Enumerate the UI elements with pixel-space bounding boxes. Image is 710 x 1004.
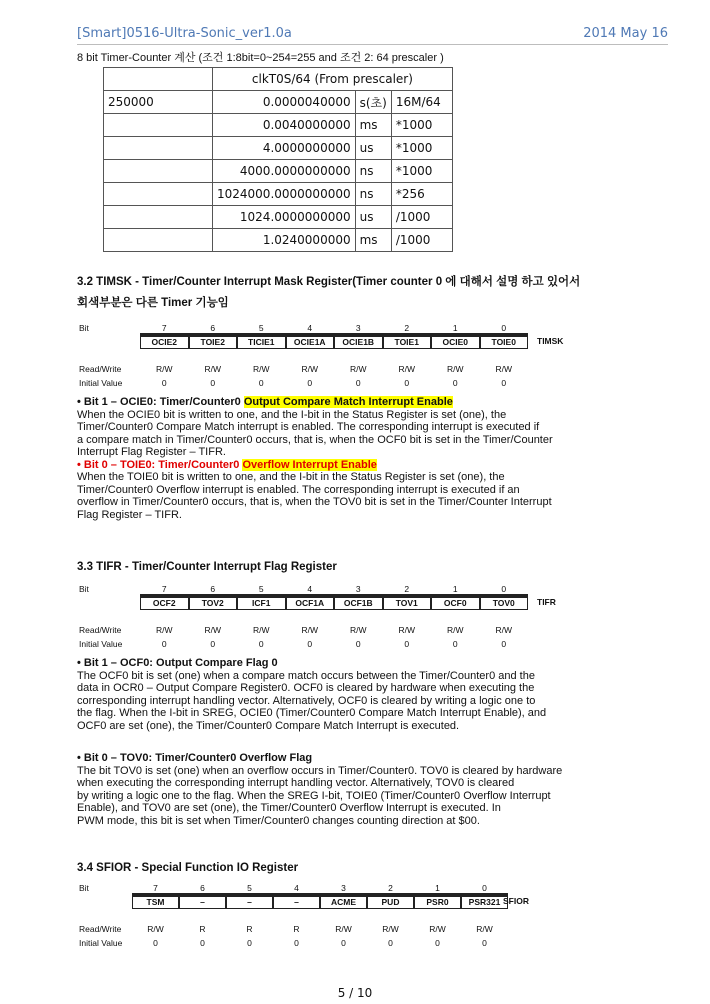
bit-number: 1 [452,323,458,333]
initial-value: 0 [388,938,393,948]
paragraph-line: PWM mode, this bit is set when Timer/Counter0 changes counting direction at $00. [77,814,480,827]
table-cell [104,229,213,252]
read-write-value: R/W [495,364,513,374]
register-bit-cell: TOV0 [480,597,529,610]
read-write-value: R/W [398,364,416,374]
initial-value-label: Initial Value [79,378,123,388]
initial-value: 0 [452,639,458,649]
read-write-label: Read/Write [79,364,122,374]
table-cell: /1000 [391,229,452,252]
read-write-value: R/W [335,924,352,934]
register-bit-cell: OCF2 [140,597,189,610]
table-cell [104,183,213,206]
paragraph-line: When the OCIE0 bit is written to one, and the I-bit in the Status Register is set (one), the [77,408,507,421]
sfior-register-diagram [77,880,677,960]
initial-value: 0 [404,378,410,388]
register-bit-cell: PSR321 [461,896,508,909]
register-bit-cell: PUD [367,896,414,909]
bit-number: 7 [153,883,158,893]
page-number: 5 / 10 [337,986,373,1000]
read-write-value: R/W [204,364,222,374]
register-bit-cell: TSM [132,896,179,909]
bit-number: 2 [388,883,393,893]
paragraph-line: overflow in Timer/Counter0 occurs, that is, when the TOV0 bit is set in the Timer/Counter Interrupt [77,496,552,508]
paragraph-line: Timer/Counter0 Compare Match interrupt is enabled. The corresponding interrupt is executed if [77,421,540,433]
bit-number: 6 [210,584,216,594]
table-cell: ns [355,183,391,206]
tifr-bit1-title: • Bit 1 – OCF0: Output Compare Flag 0 [77,657,278,669]
paragraph-line: When the TOIE0 bit is written to one, and the I-bit in the Status Register is set (one), the [77,471,505,483]
paragraph-line: the flag. When the I-bit in SREG, OCIE0 (Timer/Counter0 Compare Match Interrupt Enable), and [77,707,547,719]
register-bit-cell: TICIE1 [237,336,286,349]
register-bit-cell: ACME [320,896,367,909]
tifr-bit1-block [77,657,617,732]
bit-label: Bit [79,323,89,333]
register-bit-cell: – [226,896,273,909]
bit-number: 6 [200,883,205,893]
read-write-value: R/W [495,625,513,635]
paragraph-line: Enable), and TOV0 are set (one), the Timer/Counter0 Overflow Interrupt is executed. In [77,802,501,814]
read-write-value: R/W [429,924,446,934]
initial-value: 0 [452,378,458,388]
timsk-bit1-highlight: Output Compare Match Interrupt Enable [243,396,453,408]
read-write-value: R/W [301,625,319,635]
initial-value: 0 [153,938,158,948]
read-write-value: R [246,924,253,934]
register-bit-cell: OCF1A [286,597,335,610]
bit-number: 5 [247,883,252,893]
register-bit-cell: TOIE0 [480,336,529,349]
bit-number: 4 [294,883,299,893]
paragraph-line: The bit TOV0 is set (one) when an overflow occurs in Timer/Counter0. TOV0 is cleared by hardware [77,764,563,777]
table-row [104,137,453,160]
paragraph-line: Timer/Counter0 Overflow interrupt is enabled. The corresponding interrupt is executed if an [77,483,520,496]
table-cell: 4.0000000000 [213,137,356,160]
table-row [104,114,453,137]
table-cell: 1024.0000000000 [213,206,356,229]
header-rule [77,44,668,45]
initial-value-label: Initial Value [79,639,123,649]
table-cell: *1000 [391,160,452,183]
timsk-heading-line1: 3.2 TIMSK - Timer/Counter Interrupt Mask Register(Timer counter 0 에 대해서 설명 하고 있어서 [77,276,581,288]
bit-number: 7 [161,584,167,594]
table-cell: 0.0000040000 [213,91,356,114]
paragraph-line: Interrupt Flag Register – TIFR. [77,446,226,458]
table-cell: s(초) [355,91,391,114]
read-write-value: R/W [155,364,173,374]
register-bit-cell: OCIE0 [431,336,480,349]
read-write-value: R [199,924,206,934]
table-row [104,91,453,114]
paragraph-line: The OCF0 bit is set (one) when a compare match occurs between the Timer/Counter0 and the [77,669,535,682]
timsk-heading-line2: 회색부분은 다른 Timer 기능임 [77,297,229,309]
table-cell [104,114,213,137]
table-cell: us [355,206,391,229]
timsk-bit1-title [77,396,617,409]
read-write-value: R/W [446,364,464,374]
register-bit-cell: PSR0 [414,896,461,909]
initial-value: 0 [404,639,410,649]
bit-number: 5 [258,323,264,333]
bit-number: 0 [501,323,507,333]
bit-number: 2 [404,323,410,333]
initial-value: 0 [161,639,167,649]
table-cell [104,137,213,160]
bit-number: 5 [258,584,264,594]
bit-number: 3 [355,584,361,594]
paragraph-line: a compare match in Timer/Counter0 occurs, that is, when the OCF0 bit is set in the Timer/Counter [77,433,553,446]
table-cell: 4000.0000000000 [213,160,356,183]
bit-number: 1 [435,883,440,893]
initial-value-label: Initial Value [79,938,123,948]
read-write-value: R/W [252,625,270,635]
initial-value: 0 [258,639,264,649]
register-bit-cell: TOV1 [383,597,432,610]
paragraph-line: by writing a logic one to the flag. When the SREG I-bit, TOIE0 (Timer/Counter0 Overflow Interrupt [77,789,551,802]
timsk-bit0-prefix: • Bit 0 – TOIE0: Timer/Counter0 [77,458,243,471]
table-cell: 0.0040000000 [213,114,356,137]
initial-value: 0 [307,378,313,388]
table-cell: us [355,137,391,160]
bit-label: Bit [79,883,89,893]
initial-value: 0 [435,938,440,948]
table-title: clkT0S/64 (From prescaler) [213,68,453,91]
register-bit-cell: OCF0 [431,597,480,610]
bit-number: 2 [404,584,410,594]
paragraph-line: Flag Register – TIFR. [77,508,182,521]
table-title-row [104,68,453,91]
read-write-value: R/W [398,625,416,635]
timsk-bit0-title [77,459,617,472]
table-cell: *1000 [391,137,452,160]
table-cell: 16M/64 [391,91,452,114]
tifr-register-diagram [77,581,677,661]
initial-value: 0 [501,639,507,649]
register-bit-cell: ICF1 [237,597,286,610]
table-row [104,183,453,206]
bit-label: Bit [79,584,89,594]
sfior-heading: 3.4 SFIOR - Special Function IO Register [77,862,299,874]
read-write-value: R/W [349,625,367,635]
bit-number: 4 [307,323,313,333]
initial-value: 0 [200,938,205,948]
table-row [104,160,453,183]
table-cell [104,160,213,183]
register-bit-cell: OCIE1B [334,336,383,349]
read-write-value: R/W [155,625,173,635]
bit-number: 1 [452,584,458,594]
register-bit-cell: OCIE2 [140,336,189,349]
table-cell: *1000 [391,114,452,137]
paragraph-line: data in OCR0 – Output Compare Register0. OCF0 is cleared by hardware when executing the [77,682,535,694]
bit-number: 4 [307,584,313,594]
initial-value: 0 [307,639,313,649]
bit-number: 0 [482,883,487,893]
register-bit-cell: OCIE1A [286,336,335,349]
initial-value: 0 [210,639,216,649]
tifr-bit0-block [77,752,617,827]
initial-value: 0 [482,938,487,948]
read-write-value: R/W [476,924,493,934]
timsk-bit0-highlight: Overflow Interrupt Enable [242,458,377,471]
table-cell: /1000 [391,206,452,229]
read-write-value: R/W [147,924,164,934]
paragraph-line: when executing the corresponding interrupt handling vector. Alternatively, TOV0 is cleared [77,777,515,789]
table-cell [104,206,213,229]
register-bit-cell: – [273,896,320,909]
table-row [104,206,453,229]
table-cell: *256 [391,183,452,206]
table-cell: ms [355,114,391,137]
read-write-value: R/W [446,625,464,635]
table-cell: ms [355,229,391,252]
initial-value: 0 [501,378,507,388]
register-name: TIFR [537,597,556,607]
tifr-bit0-title: • Bit 0 – TOV0: Timer/Counter0 Overflow Flag [77,752,313,764]
register-bit-cell: TOIE1 [383,336,432,349]
register-bit-cell: OCF1B [334,597,383,610]
table-row [104,229,453,252]
tifr-heading: 3.3 TIFR - Timer/Counter Interrupt Flag Register [77,561,337,573]
timsk-bit1-prefix: • Bit 1 – OCIE0: Timer/Counter0 [77,396,244,408]
register-bit-cell: TOV2 [189,597,238,610]
read-write-value: R/W [382,924,399,934]
read-write-label: Read/Write [79,625,122,635]
document-title: [Smart]0516-Ultra-Sonic_ver1.0a [77,26,292,41]
initial-value: 0 [210,378,216,388]
timsk-register-diagram [77,320,677,400]
table-cell: 1024000.0000000000 [213,183,356,206]
initial-value: 0 [355,378,361,388]
register-name: SFIOR [503,896,529,906]
bit-number: 6 [210,323,216,333]
initial-value: 0 [247,938,252,948]
paragraph-line: OCF0 are set (one), the Timer/Counter0 Compare Match Interrupt is executed. [77,719,460,732]
document-date: 2014 May 16 [583,26,668,41]
initial-value: 0 [294,938,299,948]
register-name: TIMSK [537,336,564,346]
table-cell [104,68,213,91]
table-cell: ns [355,160,391,183]
prescaler-calc-table [103,67,453,252]
read-write-value: R/W [349,364,367,374]
register-bit-cell: – [179,896,226,909]
initial-value: 0 [355,639,361,649]
initial-value: 0 [258,378,264,388]
bit-number: 3 [341,883,346,893]
calc-intro: 8 bit Timer-Counter 계산 (조건 1:8bit=0~254=255 and 조건 2: 64 prescaler ) [77,52,444,64]
table-cell: 250000 [104,91,213,114]
initial-value: 0 [341,938,346,948]
paragraph-line: corresponding interrupt handling vector. Alternatively, OCF0 is cleared by writing a logic one to [77,694,536,707]
initial-value: 0 [161,378,167,388]
register-bit-cell: TOIE2 [189,336,238,349]
read-write-value: R/W [301,364,319,374]
bit-number: 0 [501,584,507,594]
read-write-label: Read/Write [79,924,122,934]
table-cell: 1.0240000000 [213,229,356,252]
read-write-value: R [293,924,300,934]
timsk-bit1-block [77,396,617,521]
bit-number: 7 [161,323,167,333]
read-write-value: R/W [204,625,222,635]
read-write-value: R/W [252,364,270,374]
bit-number: 3 [355,323,361,333]
